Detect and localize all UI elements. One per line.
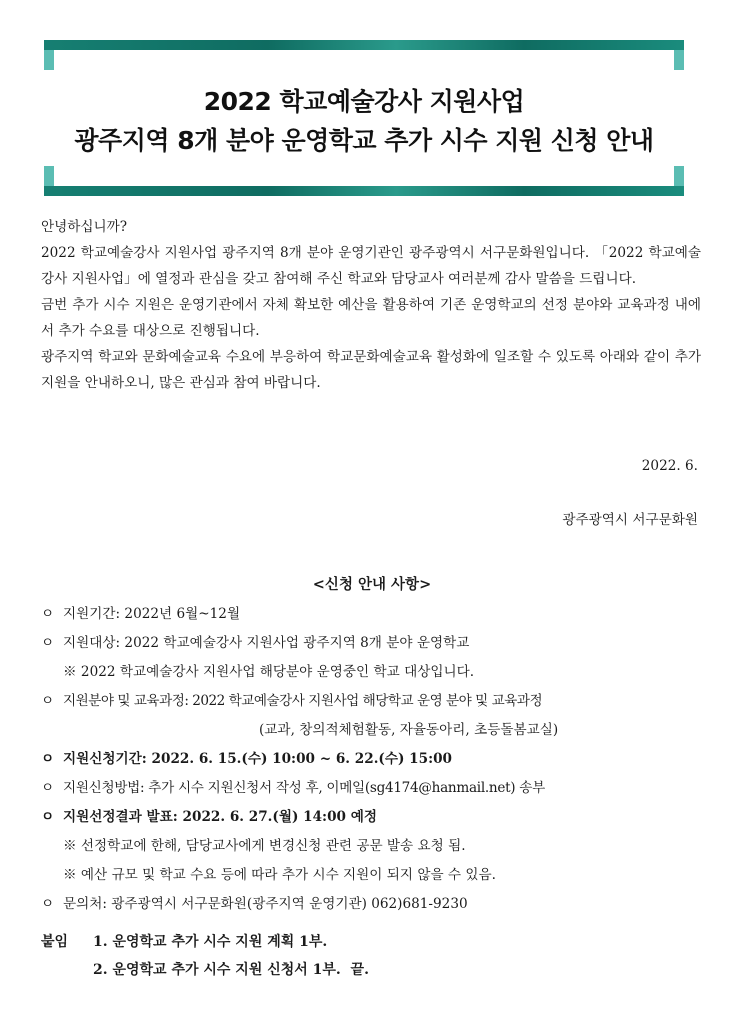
bullet-icon: ㅇ — [41, 896, 55, 912]
list-item-field — [41, 687, 711, 716]
list-note: ※ 선정학교에 한해, 담당교사에게 변경신청 관련 공문 발송 요청 됨. — [63, 838, 466, 854]
banner-corner-top-right — [674, 50, 684, 70]
list-detail: (교과, 창의적체험활동, 자율동아리, 초등돌봄교실) — [259, 722, 559, 738]
bullet-icon: ㅇ — [41, 693, 55, 709]
banner-bottom-bar — [44, 186, 684, 196]
attachment-row — [41, 956, 701, 984]
bullet-icon: ㅇ — [41, 809, 55, 825]
attachment-item: 2. 운영학교 추가 시수 지원 신청서 1부. 끝. — [93, 962, 369, 978]
list-note: ※ 2022 학교예술강사 지원사업 해당분야 운영중인 학교 대상입니다. — [63, 664, 475, 680]
list-item-target — [41, 629, 711, 658]
item-text: 지원기간: 2022년 6월~12월 — [63, 606, 241, 622]
letter-paragraph: 2022 학교예술강사 지원사업 광주지역 8개 분야 운영기관인 광주광역시 서구문화원입니다. 「2022 학교예술강사 지원사업」에 열정과 관심을 갖고 참여해 주신 학교와 담당교사 여러분께 감사 말씀을 드립니다. — [41, 245, 701, 287]
letter-paragraph: 광주지역 학교와 문화예술교육 수요에 부응하여 학교문화예술교육 활성화에 일조할 수 있도록 아래와 같이 추가 지원을 안내하오니, 많은 관심과 참여 바랍니다. — [41, 349, 701, 391]
item-text: 지원분야 및 교육과정: 2022 학교예술강사 지원사업 해당학교 운영 분야 및 교육과정 — [63, 693, 543, 709]
list-note: ※ 예산 규모 및 학교 수요 등에 따라 추가 시수 지원이 되지 않을 수 있음. — [63, 867, 496, 883]
bullet-icon: ㅇ — [41, 751, 55, 767]
notice-list — [41, 600, 711, 919]
banner-corner-bottom-right — [674, 166, 684, 186]
item-text: 지원신청방법: 추가 시수 지원신청서 작성 후, 이메일(sg4174@hanmail.net) 송부 — [63, 780, 545, 796]
notice-heading: <신청 안내 사항> — [312, 576, 432, 593]
list-item-apply-method — [41, 774, 711, 803]
list-item-period — [41, 600, 711, 629]
letter-paragraph: 안녕하십니까? — [41, 219, 128, 235]
bullet-icon: ㅇ — [41, 635, 55, 651]
attachment-label: 붙임 — [41, 934, 69, 950]
letter-sender: 광주광역시 서구문화원 — [562, 512, 698, 528]
attachments — [41, 928, 701, 984]
list-item-apply-period — [41, 745, 711, 774]
list-item-result — [41, 803, 711, 832]
title-banner — [0, 0, 744, 210]
item-text: 지원신청기간: 2022. 6. 15.(수) 10:00 ~ 6. 22.(수) 15:00 — [63, 751, 453, 767]
letter-body — [41, 214, 701, 396]
list-item-contact — [41, 890, 711, 919]
document-subtitle: 광주지역 8개 분야 운영학교 추가 시수 지원 신청 안내 — [74, 126, 654, 155]
banner-top-bar — [44, 40, 684, 50]
banner-corner-top-left — [44, 50, 54, 70]
document-title: 2022 학교예술강사 지원사업 — [203, 87, 525, 116]
item-text: 문의처: 광주광역시 서구문화원(광주지역 운영기관) 062)681-9230 — [63, 896, 468, 912]
bullet-icon: ㅇ — [41, 606, 55, 622]
bullet-icon: ㅇ — [41, 780, 55, 796]
letter-date: 2022. 6. — [641, 458, 698, 474]
item-text: 지원대상: 2022 학교예술강사 지원사업 광주지역 8개 분야 운영학교 — [63, 635, 470, 651]
attachment-row — [41, 928, 701, 956]
attachment-item: 1. 운영학교 추가 시수 지원 계획 1부. — [93, 934, 328, 950]
letter-paragraph: 금번 추가 시수 지원은 운영기관에서 자체 확보한 예산을 활용하여 기존 운영학교의 선정 분야와 교육과정 내에서 추가 수요를 대상으로 진행됩니다. — [41, 297, 701, 339]
banner-corner-bottom-left — [44, 166, 54, 186]
item-text: 지원선정결과 발표: 2022. 6. 27.(월) 14:00 예정 — [63, 809, 377, 825]
